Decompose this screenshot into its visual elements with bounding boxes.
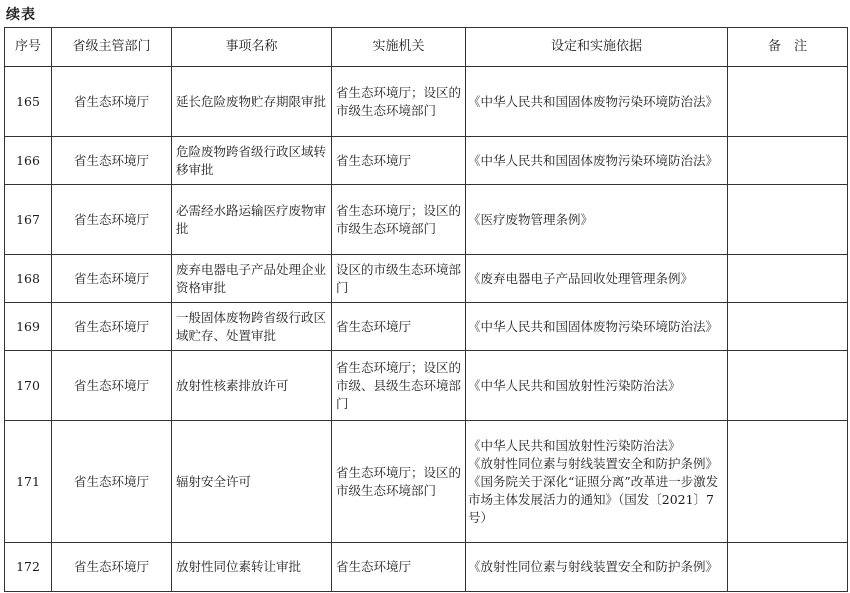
permit-table (4, 27, 848, 592)
basis-line: 《中华人民共和国固体废物污染环境防治法》 (468, 93, 719, 109)
table-row (5, 137, 848, 185)
row-item: 一般固体废物跨省级行政区域贮存、处置审批 (172, 303, 332, 351)
basis-line: 《中华人民共和国放射性污染防治法》 (468, 377, 681, 393)
row-basis (466, 185, 728, 255)
header-no: 序号 (5, 28, 52, 67)
basis-line: 《放射性同位素与射线装置安全和防护条例》 (468, 455, 719, 471)
header-agency: 实施机关 (332, 28, 466, 67)
table-row (5, 67, 848, 137)
row-item: 必需经水路运输医疗废物审批 (172, 185, 332, 255)
table-row (5, 255, 848, 303)
row-item: 废弃电器电子产品处理企业资格审批 (172, 255, 332, 303)
row-agency: 省生态环境厅；设区的市级、县级生态环境部门 (332, 351, 466, 421)
header-row (5, 28, 848, 67)
row-note (728, 185, 848, 255)
row-number: 171 (5, 421, 52, 543)
row-number: 165 (5, 67, 52, 137)
basis-line: 《中华人民共和国固体废物污染环境防治法》 (468, 318, 719, 334)
basis-line: 《医疗废物管理条例》 (468, 211, 594, 227)
table-caption: 续表 (6, 7, 36, 23)
header-note: 备 注 (728, 28, 848, 67)
row-basis (466, 303, 728, 351)
row-item: 放射性核素排放许可 (172, 351, 332, 421)
row-number: 166 (5, 137, 52, 185)
basis-line: 《中华人民共和国放射性污染防治法》 (468, 437, 681, 453)
table-row (5, 351, 848, 421)
row-basis (466, 351, 728, 421)
row-basis (466, 137, 728, 185)
table-row (5, 185, 848, 255)
row-dept: 省生态环境厅 (52, 351, 172, 421)
table-row (5, 303, 848, 351)
row-note (728, 255, 848, 303)
header-item: 事项名称 (172, 28, 332, 67)
row-item: 放射性同位素转让审批 (172, 543, 332, 592)
row-item: 危险废物跨省级行政区域转移审批 (172, 137, 332, 185)
row-note (728, 351, 848, 421)
basis-line: 《国务院关于深化“证照分离”改革进一步激发市场主体发展活力的通知》（国发〔2021〕7号） (468, 473, 719, 525)
row-note (728, 421, 848, 543)
row-number: 169 (5, 303, 52, 351)
row-number: 170 (5, 351, 52, 421)
header-dept: 省级主管部门 (52, 28, 172, 67)
row-number: 167 (5, 185, 52, 255)
row-item: 辐射安全许可 (172, 421, 332, 543)
row-number: 168 (5, 255, 52, 303)
row-dept: 省生态环境厅 (52, 421, 172, 543)
row-agency: 省生态环境厅 (332, 543, 466, 592)
row-agency: 省生态环境厅；设区的市级生态环境部门 (332, 185, 466, 255)
row-item: 延长危险废物贮存期限审批 (172, 67, 332, 137)
row-note (728, 67, 848, 137)
row-basis (466, 421, 728, 543)
row-agency: 省生态环境厅；设区的市级生态环境部门 (332, 67, 466, 137)
row-note (728, 137, 848, 185)
row-basis (466, 67, 728, 137)
row-number: 172 (5, 543, 52, 592)
row-dept: 省生态环境厅 (52, 543, 172, 592)
row-note (728, 303, 848, 351)
row-dept: 省生态环境厅 (52, 67, 172, 137)
row-agency: 省生态环境厅 (332, 137, 466, 185)
row-agency: 设区的市级生态环境部门 (332, 255, 466, 303)
row-dept: 省生态环境厅 (52, 185, 172, 255)
row-dept: 省生态环境厅 (52, 255, 172, 303)
basis-line: 《废弃电器电子产品回收处理管理条例》 (468, 270, 694, 286)
row-agency: 省生态环境厅；设区的市级生态环境部门 (332, 421, 466, 543)
row-agency: 省生态环境厅 (332, 303, 466, 351)
header-basis: 设定和实施依据 (466, 28, 728, 67)
basis-line: 《放射性同位素与射线装置安全和防护条例》 (468, 559, 719, 574)
table-row (5, 421, 848, 543)
row-note (728, 543, 848, 592)
table-row (5, 543, 848, 592)
row-basis (466, 255, 728, 303)
basis-line: 《中华人民共和国固体废物污染环境防治法》 (468, 152, 719, 168)
row-dept: 省生态环境厅 (52, 137, 172, 185)
row-dept: 省生态环境厅 (52, 303, 172, 351)
row-basis (466, 543, 728, 592)
